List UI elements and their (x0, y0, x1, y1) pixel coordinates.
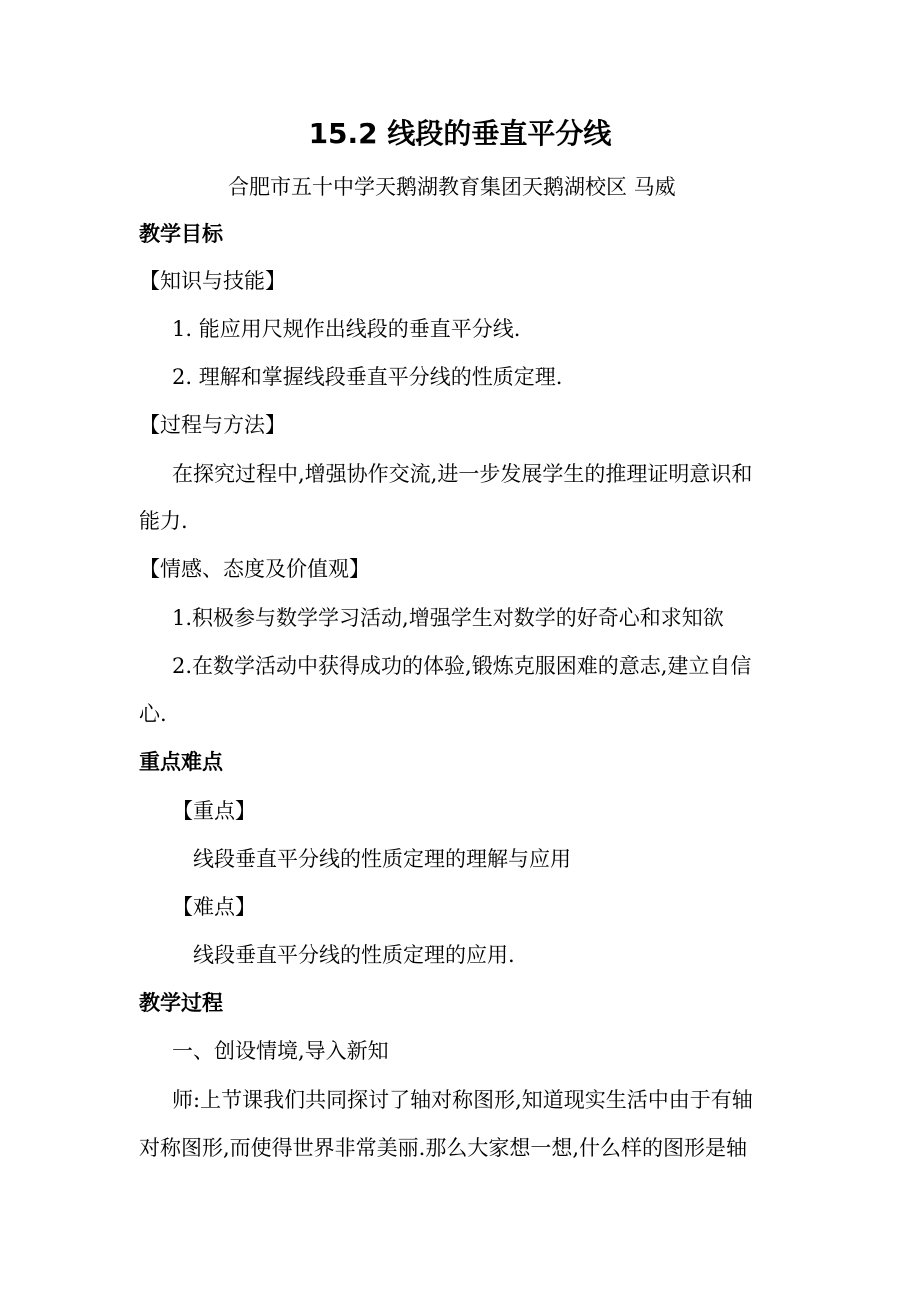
list-item: 1. 能应用尺规作出线段的垂直平分线. (172, 317, 521, 341)
document-title: 15.2 线段的垂直平分线 (308, 117, 612, 150)
paragraph-line: 线段垂直平分线的性质定理的理解与应用 (193, 847, 571, 871)
author-line: 合肥市五十中学天鹅湖教育集团天鹅湖校区 马威 (228, 175, 676, 199)
paragraph-line: 师:上节课我们共同探讨了轴对称图形,知道现实生活中由于有轴 (172, 1088, 753, 1112)
subsection-label-knowledge-skills: 【知识与技能】 (139, 269, 286, 293)
list-item: 2. 理解和掌握线段垂直平分线的性质定理. (172, 365, 563, 389)
list-item: 1.积极参与数学学习活动,增强学生对数学的好奇心和求知欲 (172, 606, 724, 630)
paragraph-line: 能力. (139, 509, 188, 533)
paragraph-line: 在探究过程中,增强协作交流,进一步发展学生的推理证明意识和 (172, 462, 753, 486)
subsection-label-difficult-point: 【难点】 (172, 895, 256, 919)
section-heading-key-difficult: 重点难点 (139, 750, 223, 774)
list-item: 2.在数学活动中获得成功的体验,锻炼克服困难的意志,建立自信 (172, 654, 752, 678)
paragraph-line: 心. (139, 702, 167, 726)
section-heading-process: 教学过程 (139, 991, 223, 1015)
section-heading-objectives: 教学目标 (139, 222, 223, 246)
paragraph-line: 线段垂直平分线的性质定理的应用. (193, 943, 515, 967)
subsection-label-process-methods: 【过程与方法】 (139, 413, 286, 437)
subsection-label-emotion-values: 【情感、态度及价值观】 (139, 557, 370, 581)
subsection-label-key-point: 【重点】 (172, 799, 256, 823)
step-title: 一、创设情境,导入新知 (172, 1039, 389, 1063)
paragraph-line: 对称图形,而使得世界非常美丽.那么大家想一想,什么样的图形是轴 (139, 1136, 748, 1160)
